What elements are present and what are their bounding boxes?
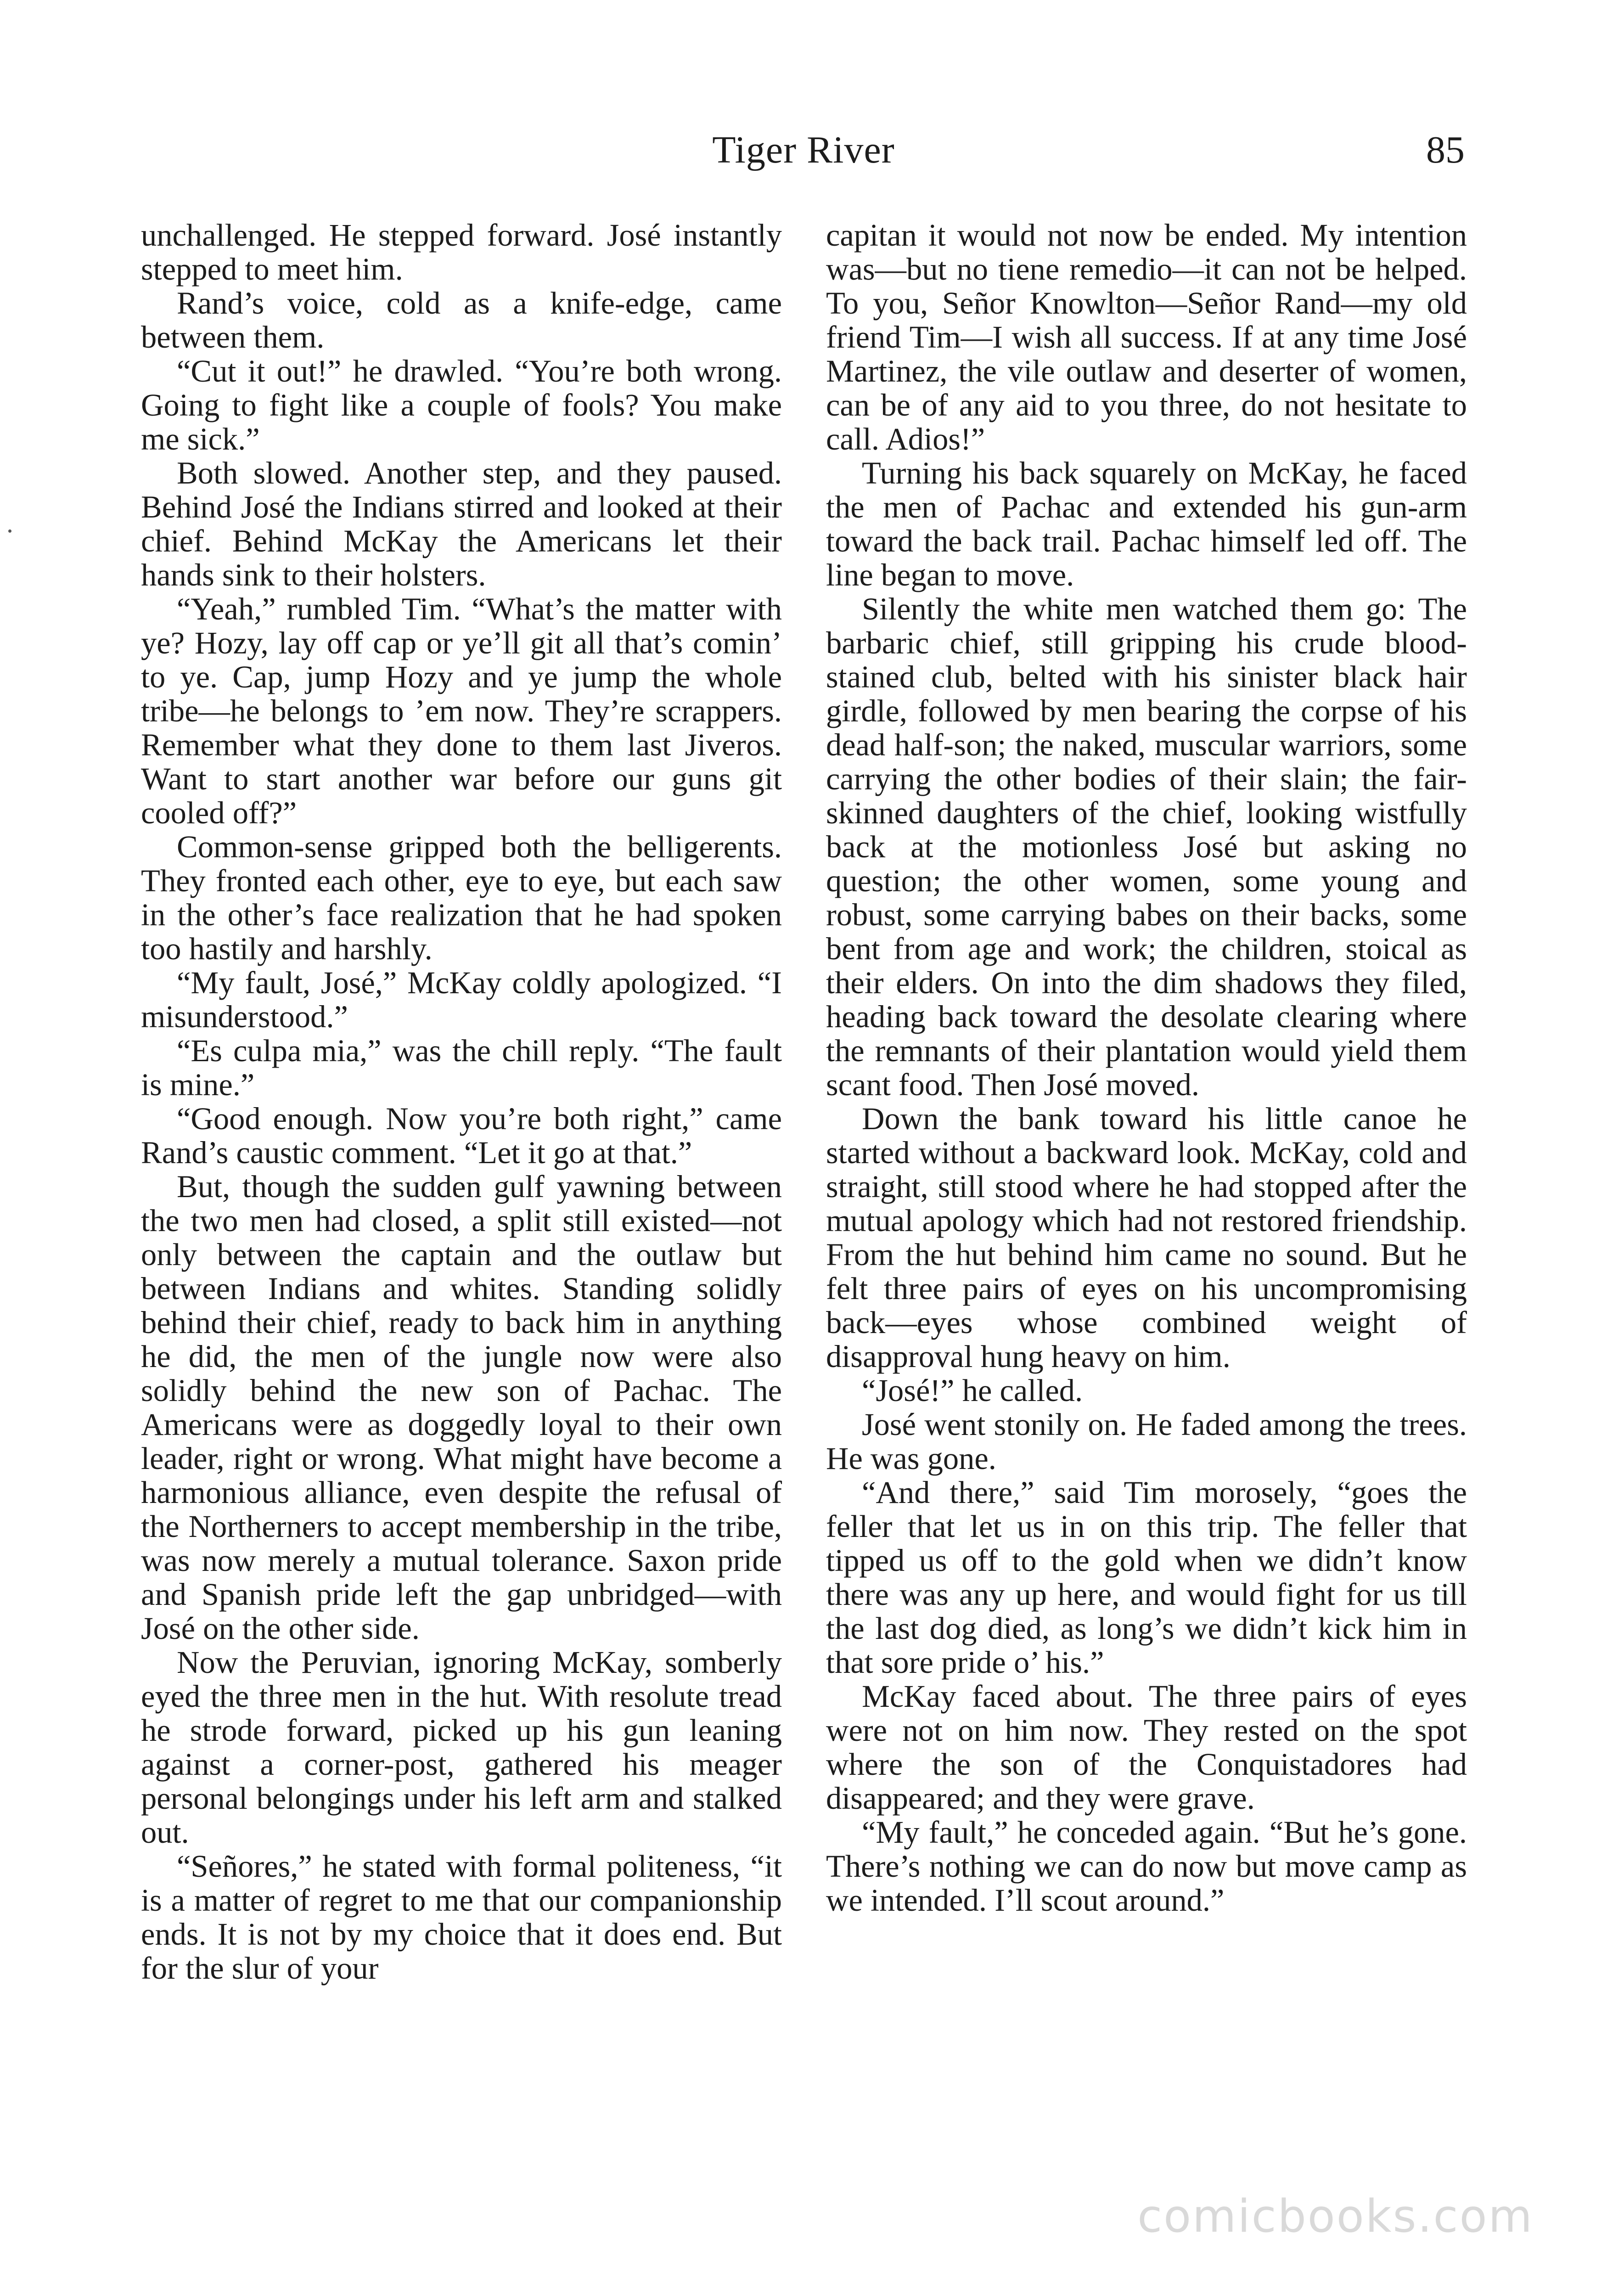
paragraph: “And there,” said Tim morosely, “goes the feller that let us in on this trip. The feller that tipped us off to the gold when we didn’t know there was any up here, and would fight for us till the last dog died, as long’s we didn’t kick him in that sore pride o’ his.”	[826, 1475, 1467, 1680]
paragraph: Down the bank toward his little canoe he started without a backward look. McKay, cold and straight, still stood where he had stopped after the mutual apology which had not restored friendship. From the hut behind him came no sound. But he felt three pairs of eyes on his uncompromising back—eyes whose combined weight of disapproval hung heavy on him.	[826, 1101, 1467, 1374]
paragraph: Common-sense gripped both the belligerents. They fronted each other, eye to eye, but each saw in the other’s face realization that he had spoken too hastily and harshly.	[141, 829, 782, 966]
running-head-title: Tiger River	[712, 129, 895, 171]
paragraph: “My fault,” he conceded again. “But he’s gone. There’s nothing we can do now but move camp as we intended. I’ll scout around.”	[826, 1815, 1467, 1918]
site-watermark: comicbooks.com	[1137, 2190, 1534, 2243]
paragraph: “Cut it out!” he drawled. “You’re both wrong. Going to fight like a couple of fools? You make me sick.”	[141, 354, 782, 456]
paragraph: Both slowed. Another step, and they paused. Behind José the Indians stirred and looked at their chief. Behind McKay the Americans let their hands sink to their holsters.	[141, 456, 782, 592]
paragraph: Now the Peruvian, ignoring McKay, somberly eyed the three men in the hut. With resolute tread he strode forward, picked up his gun leaning against a corner-post, gathered his meager personal belongings under his left arm and stalked out.	[141, 1645, 782, 1850]
margin-speck	[8, 529, 11, 533]
paragraph: José went stonily on. He faded among the trees. He was gone.	[826, 1407, 1467, 1476]
page-number: 85	[1426, 129, 1465, 171]
paragraph: “Yeah,” rumbled Tim. “What’s the matter with ye? Hozy, lay off cap or ye’ll git all that’s comin’ to ye. Cap, jump Hozy and ye jump the whole tribe—he belongs to ’em now. They’re scrappers. Remember what they done to them last Jiveros. Want to start another war before our guns git cooled off?”	[141, 591, 782, 830]
paragraph: McKay faced about. The three pairs of eyes were not on him now. They rested on the spot where the son of the Conquistadores had disappeared; and they were grave.	[826, 1679, 1467, 1816]
paragraph: Rand’s voice, cold as a knife-edge, came between them.	[141, 286, 782, 355]
left-column	[141, 218, 782, 1985]
paragraph: “Señores,” he stated with formal politeness, “it is a matter of regret to me that our companionship ends. It is not by my choice that it does end. But for the slur of your	[141, 1849, 782, 1986]
paragraph: Silently the white men watched them go: The barbaric chief, still gripping his crude blood-stained club, belted with his sinister black hair girdle, followed by men bearing the corpse of his dead half-son; the naked, muscular warriors, some carrying the other bodies of their slain; the fair-skinned daughters of the chief, looking wistfully back at the motionless José but asking no question; the other women, some young and robust, some carrying babes on their backs, some bent from age and work; the children, stoical as their elders. On into the dim shadows they filed, heading back toward the desolate clearing where the remnants of their plantation would yield them scant food. Then José moved.	[826, 591, 1467, 1102]
paragraph: “Good enough. Now you’re both right,” came Rand’s caustic comment. “Let it go at that.”	[141, 1101, 782, 1170]
paragraph: “Es culpa mia,” was the chill reply. “The fault is mine.”	[141, 1033, 782, 1102]
paragraph: capitan it would not now be ended. My intention was—but no tiene remedio—it can not be helped. To you, Señor Knowlton—Señor Rand—my old friend Tim—I wish all success. If at any time José Martinez, the vile outlaw and deserter of women, can be of any aid to you three, do not hesitate to call. Adios!”	[826, 218, 1467, 456]
paragraph: unchallenged. He stepped forward. José instantly stepped to meet him.	[141, 218, 782, 287]
paragraph: “My fault, José,” McKay coldly apologized. “I misunderstood.”	[141, 965, 782, 1034]
right-column	[826, 218, 1467, 1917]
paragraph: Turning his back squarely on McKay, he faced the men of Pachac and extended his gun-arm toward the back trail. Pachac himself led off. The line began to move.	[826, 456, 1467, 592]
paragraph: But, though the sudden gulf yawning between the two men had closed, a split still existed—not only between the captain and the outlaw but between Indians and whites. Standing solidly behind their chief, ready to back him in anything he did, the men of the jungle now were also solidly behind the new son of Pachac. The Americans were as doggedly loyal to their own leader, right or wrong. What might have become a harmonious alliance, even despite the refusal of the Northerners to accept membership in the tribe, was now merely a mutual tolerance. Saxon pride and Spanish pride left the gap unbridged—with José on the other side.	[141, 1169, 782, 1646]
paragraph: “José!” he called.	[862, 1373, 1083, 1408]
